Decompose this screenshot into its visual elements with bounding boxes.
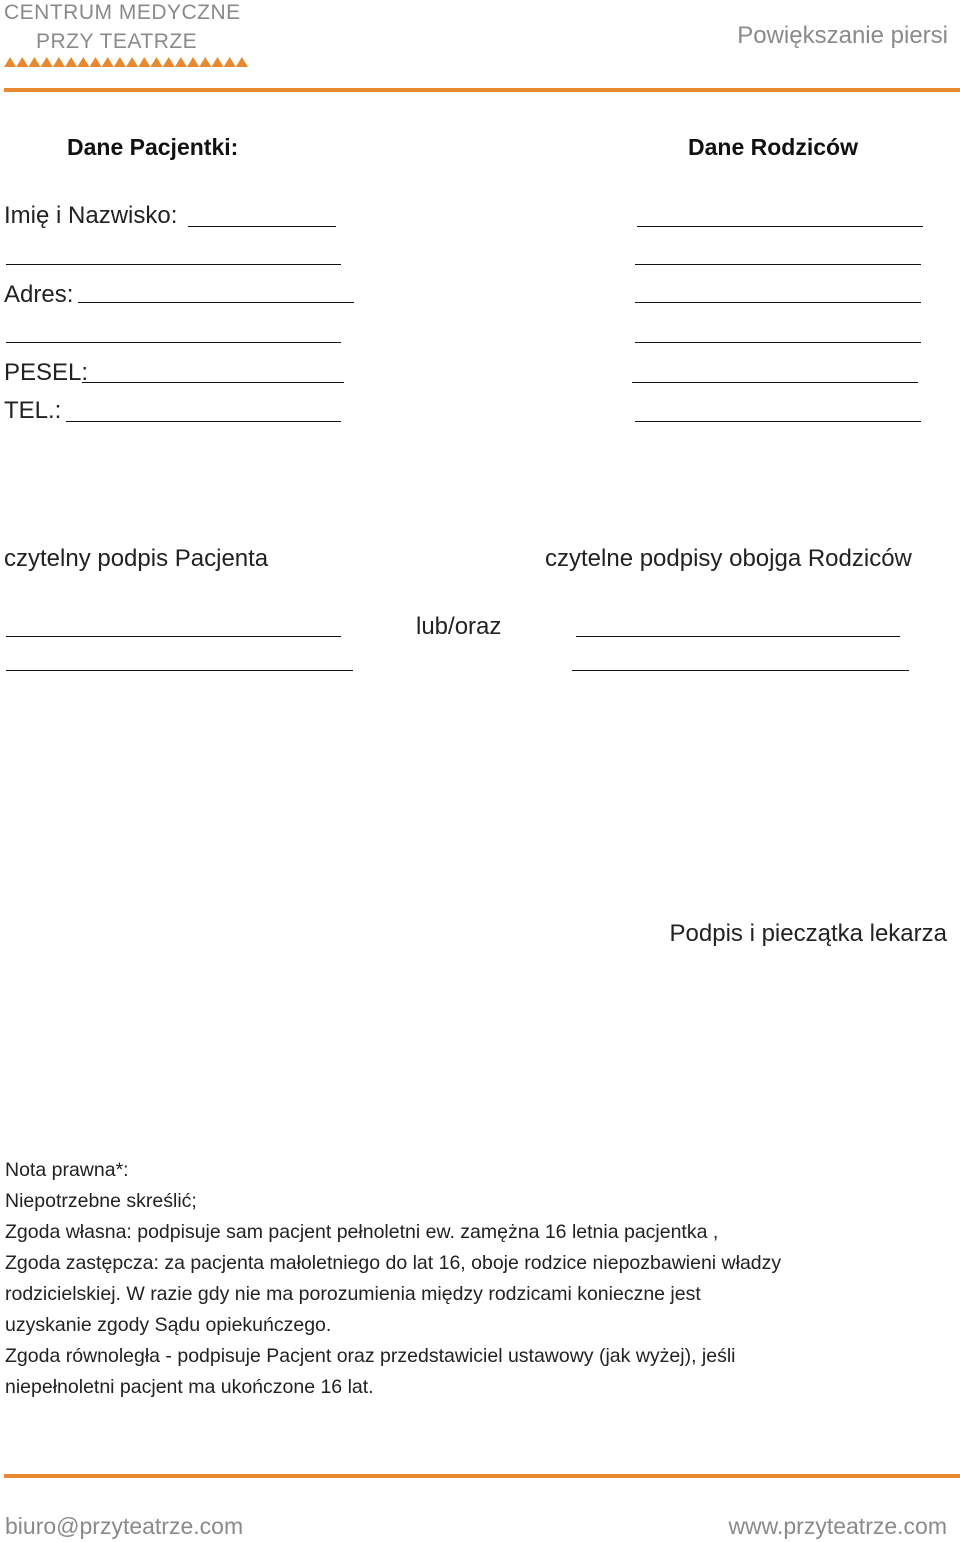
legal-note-line: Zgoda własna: podpisuje sam pacjent pełnoletni ew. zamężna 16 letnia pacjentka , [5, 1221, 719, 1243]
name-field-line-2[interactable] [6, 264, 341, 265]
address-field-line[interactable] [78, 302, 354, 303]
logo-line-1: CENTRUM MEDYCZNE [4, 1, 241, 24]
signature-connector: lub/oraz [416, 613, 502, 640]
patient-signature-line-1[interactable] [6, 636, 341, 637]
name-label: Imię i Nazwisko: [4, 202, 178, 229]
document-title: Powiększanie piersi [737, 22, 948, 49]
parents-signature-line-2[interactable] [572, 670, 909, 671]
tel-field-line[interactable] [66, 421, 341, 422]
footer-website[interactable]: www.przyteatrze.com [728, 1513, 947, 1539]
address-label: Adres: [4, 281, 74, 308]
logo-zigzag-ornament [4, 57, 248, 67]
pesel-field-line[interactable] [82, 382, 344, 383]
parents-field-line-5[interactable] [632, 382, 918, 383]
footer-rule [4, 1474, 960, 1478]
legal-note-line: Zgoda równoległa - podpisuje Pacjent oraz przedstawiciel ustawowy (jak wyżej), jeśli [5, 1345, 736, 1367]
parents-field-line-2[interactable] [635, 264, 921, 265]
parents-signature-line-1[interactable] [576, 636, 900, 637]
parents-data-heading: Dane Rodziców [688, 134, 858, 160]
legal-note-title: Nota prawna*: [5, 1159, 129, 1181]
header-rule [4, 88, 960, 92]
patient-data-heading: Dane Pacjentki: [67, 134, 239, 160]
pesel-label: PESEL: [4, 359, 89, 386]
parents-field-line-1[interactable] [637, 226, 923, 227]
legal-note-line: rodzicielskiej. W razie gdy nie ma porozumienia między rodzicami konieczne jest [5, 1283, 701, 1305]
legal-note [5, 1155, 955, 1403]
patient-signature-label: czytelny podpis Pacjenta [4, 545, 269, 572]
parents-field-line-4[interactable] [635, 342, 921, 343]
logo-line-2: PRZY TEATRZE [36, 30, 198, 53]
legal-note-line: niepełnoletni pacjent ma ukończone 16 lat. [5, 1376, 374, 1398]
tel-label: TEL.: [4, 397, 62, 424]
name-field-line[interactable] [188, 226, 336, 227]
patient-signature-line-2[interactable] [6, 670, 353, 671]
legal-note-line: Niepotrzebne skreślić; [5, 1190, 197, 1212]
parents-signature-label: czytelne podpisy obojga Rodziców [545, 545, 912, 572]
legal-note-line: Zgoda zastępcza: za pacjenta małoletniego do lat 16, oboje rodzice niepozbawieni władzy [5, 1252, 782, 1274]
parents-field-line-3[interactable] [635, 302, 921, 303]
footer-email[interactable]: biuro@przyteatrze.com [5, 1513, 244, 1539]
parents-field-line-6[interactable] [635, 421, 921, 422]
doctor-signature-label: Podpis i pieczątka lekarza [669, 920, 947, 947]
legal-note-line: uzyskanie zgody Sądu opiekuńczego. [5, 1314, 332, 1336]
address-field-line-2[interactable] [6, 342, 341, 343]
